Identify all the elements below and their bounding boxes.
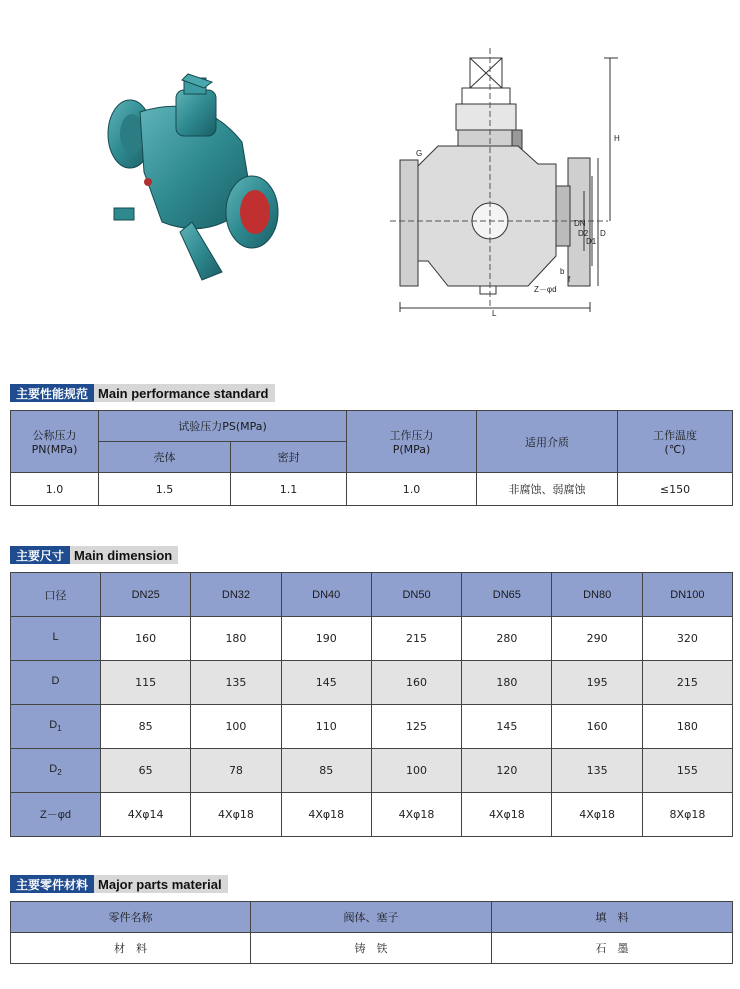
cell-medium: 非腐蚀、弱腐蚀 [477, 473, 618, 506]
dim-cell: 160 [101, 617, 191, 661]
dim-header-dn100: DN100 [642, 573, 732, 617]
dim-cell: 180 [191, 617, 281, 661]
header-temp: 工作温度 (℃) [618, 411, 733, 473]
dim-cell: 125 [371, 705, 461, 749]
dim-cell: 135 [191, 661, 281, 705]
label-d1: D1 [586, 237, 597, 246]
dimension-title-en: Main dimension [70, 546, 178, 564]
label-b: b [560, 267, 565, 276]
mat-header-part: 零件名称 [11, 902, 251, 933]
cell-shell: 1.5 [99, 473, 231, 506]
table-row [11, 749, 733, 793]
mat-cell-material: 材 料 [11, 933, 251, 964]
performance-title-en: Main performance standard [94, 384, 275, 402]
header-ps: 试验压力PS(MPa) [99, 411, 347, 442]
label-d: D [600, 229, 606, 238]
dim-cell: 180 [642, 705, 732, 749]
dim-header-dn50: DN50 [371, 573, 461, 617]
dimension-title-cn: 主要尺寸 [10, 546, 70, 564]
performance-table [10, 410, 733, 506]
dim-header-dn25: DN25 [101, 573, 191, 617]
mat-cell-graphite: 石 墨 [492, 933, 733, 964]
dim-cell: 290 [552, 617, 642, 661]
table-row [11, 617, 733, 661]
label-g: G [416, 149, 423, 158]
label-h: H [614, 134, 620, 143]
materials-title-cn: 主要零件材料 [10, 875, 94, 893]
dim-cell: 4Xφ18 [371, 793, 461, 837]
dimension-table [10, 572, 733, 837]
dim-header-dn32: DN32 [191, 573, 281, 617]
dim-cell: 115 [101, 661, 191, 705]
materials-section-header [10, 875, 228, 893]
table-row [11, 661, 733, 705]
performance-section-header [10, 384, 275, 402]
dim-row-label: $D_1$ [11, 705, 101, 749]
table-row [11, 473, 733, 506]
mat-cell-cast-iron: 铸 铁 [251, 933, 492, 964]
dim-cell: 155 [642, 749, 732, 793]
header-p: 工作压力 P(MPa) [347, 411, 477, 473]
dim-row-label: L [11, 617, 101, 661]
dim-cell: 4Xφ14 [101, 793, 191, 837]
dim-cell: 280 [462, 617, 552, 661]
dim-cell: 100 [191, 705, 281, 749]
dim-cell: 65 [101, 749, 191, 793]
cell-temp: ≤150 [618, 473, 733, 506]
cell-p: 1.0 [347, 473, 477, 506]
header-pn: 公称压力 PN(MPa) [11, 411, 99, 473]
dim-cell: 145 [281, 661, 371, 705]
performance-title-cn: 主要性能规范 [10, 384, 94, 402]
mat-header-packing: 填 料 [492, 902, 733, 933]
header-seal: 密封 [231, 442, 347, 473]
valve-photo [92, 72, 292, 282]
dim-cell: 4Xφ18 [462, 793, 552, 837]
dim-cell: 160 [552, 705, 642, 749]
dim-row-label: Z－φd [11, 793, 101, 837]
cell-seal: 1.1 [231, 473, 347, 506]
label-l: L [492, 309, 497, 318]
dim-cell: 195 [552, 661, 642, 705]
dim-cell: 160 [371, 661, 461, 705]
dim-cell: 4Xφ18 [281, 793, 371, 837]
label-d2: D2 [578, 229, 589, 238]
table-row [11, 793, 733, 837]
cell-pn: 1.0 [11, 473, 99, 506]
dim-cell: 180 [462, 661, 552, 705]
dim-header-dn65: DN65 [462, 573, 552, 617]
dim-cell: 215 [371, 617, 461, 661]
dim-header-caliber: 口径 [11, 573, 101, 617]
dim-cell: 145 [462, 705, 552, 749]
dim-header-dn40: DN40 [281, 573, 371, 617]
label-dn: DN [574, 219, 586, 228]
dim-cell: 135 [552, 749, 642, 793]
label-f: f [568, 275, 571, 284]
dim-row-label: D [11, 661, 101, 705]
dim-cell: 4Xφ18 [191, 793, 281, 837]
dim-cell: 78 [191, 749, 281, 793]
valve-section-drawing [378, 46, 628, 321]
dim-cell: 215 [642, 661, 732, 705]
table-row [11, 705, 733, 749]
materials-table [10, 901, 733, 964]
dim-row-label: $D_2$ [11, 749, 101, 793]
table-row [11, 933, 733, 964]
dim-cell: 85 [281, 749, 371, 793]
mat-header-body: 阀体、塞子 [251, 902, 492, 933]
header-shell: 壳体 [99, 442, 231, 473]
dimension-section-header [10, 546, 178, 564]
dim-header-dn80: DN80 [552, 573, 642, 617]
dim-cell: 4Xφ18 [552, 793, 642, 837]
dim-cell: 100 [371, 749, 461, 793]
header-medium: 适用介质 [477, 411, 618, 473]
dim-cell: 110 [281, 705, 371, 749]
dim-cell: 8Xφ18 [642, 793, 732, 837]
dim-cell: 320 [642, 617, 732, 661]
dim-cell: 85 [101, 705, 191, 749]
label-z: Z－φd [534, 285, 557, 294]
dim-cell: 120 [462, 749, 552, 793]
materials-title-en: Major parts material [94, 875, 228, 893]
dim-cell: 190 [281, 617, 371, 661]
